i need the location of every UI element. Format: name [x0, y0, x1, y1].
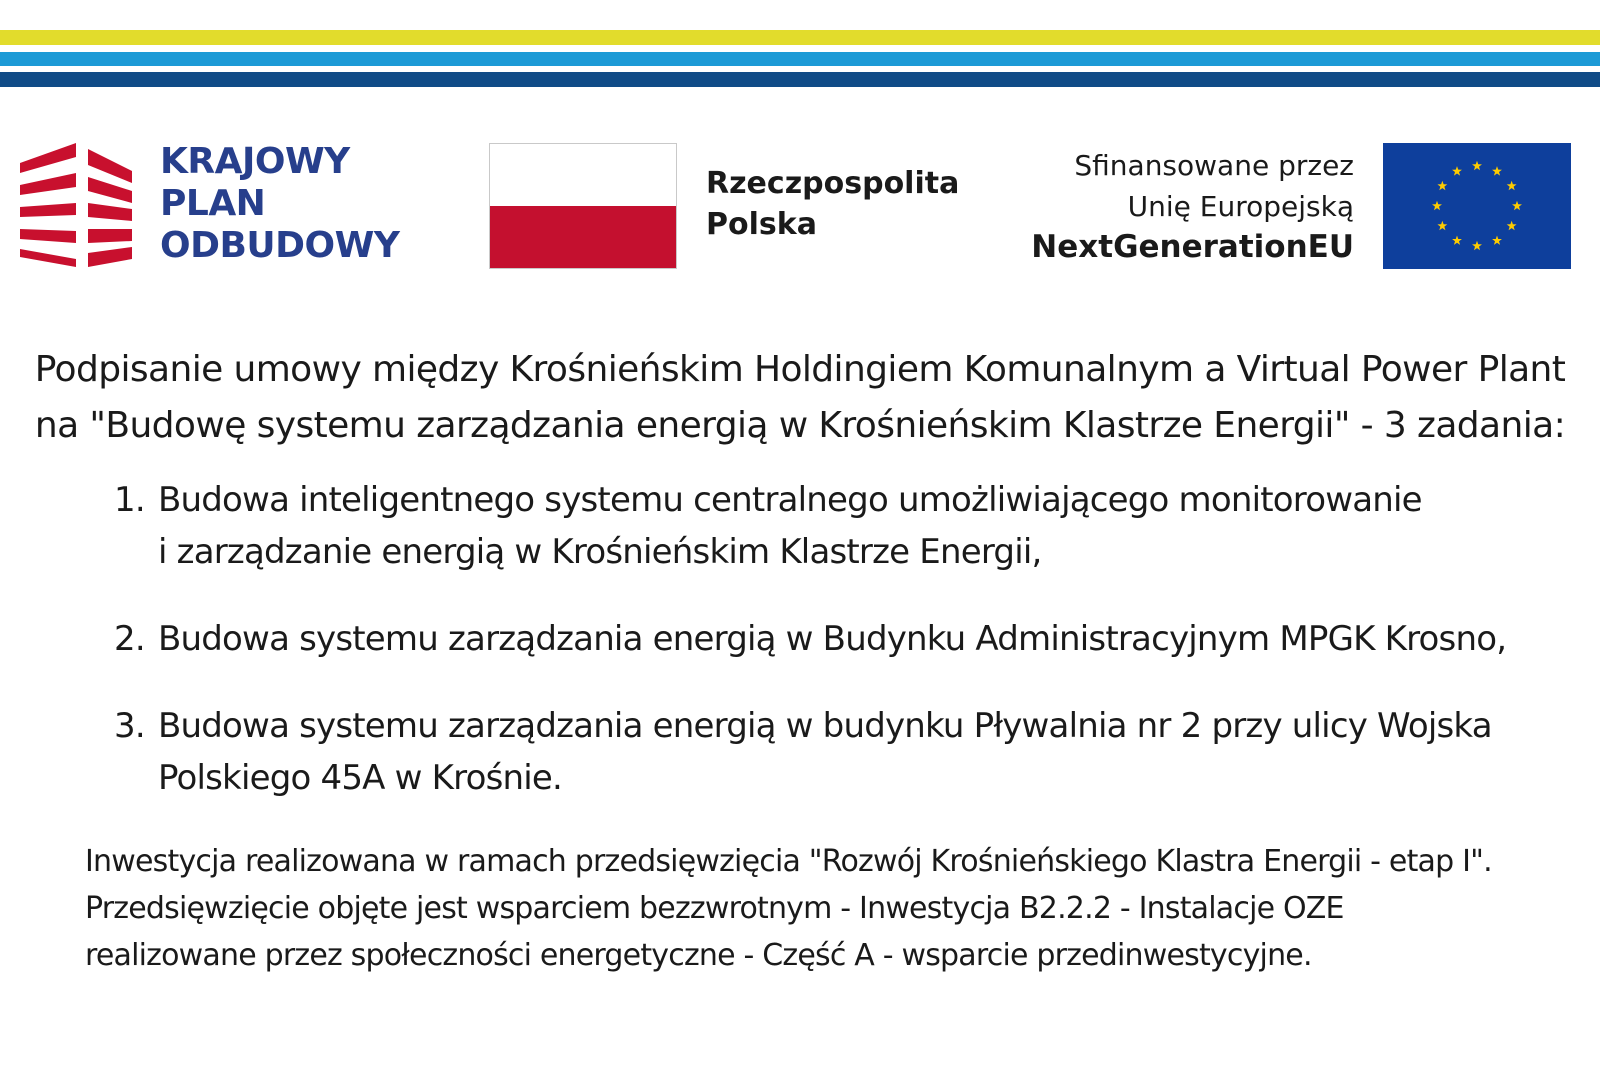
investment-note-line: Inwestycja realizowana w ramach przedsięwzięcia "Rozwój Krośnieńskiego Klastra Energii - etap I". [85, 844, 1492, 879]
task-text-line: Budowa inteligentnego systemu centralnego umożliwiającego monitorowanie [158, 480, 1422, 520]
task-list [114, 474, 1554, 839]
kpo-line-1: KRAJOWY [160, 141, 350, 182]
top-stripe-light-blue [0, 52, 1600, 66]
eu-line-2: Unię Europejską [1127, 190, 1354, 223]
headline [20, 342, 1580, 454]
top-stripe-dark-blue [0, 72, 1600, 87]
task-number: 3. [114, 706, 145, 746]
investment-note-line: realizowane przez społeczności energetyczne - Część A - wsparcie przedinwestycyjne. [85, 938, 1312, 973]
poland-flag-icon [489, 143, 677, 269]
task-text-line: Budowa systemu zarządzania energią w Budynku Administracyjnym MPGK Krosno, [158, 619, 1507, 659]
kpo-logo-text [160, 141, 399, 267]
eu-funding-text [960, 145, 1354, 268]
headline-line-2: na "Budowę systemu zarządzania energią w Krośnieńskim Klastrze Energii" - 3 zadania: [34, 405, 1566, 446]
task-item-1 [114, 474, 1554, 578]
poland-line-1: Rzeczpospolita [706, 166, 960, 201]
eu-line-3: NextGenerationEU [1031, 229, 1354, 265]
eu-line-1: Sfinansowane przez [1074, 149, 1354, 182]
kpo-line-3: ODBUDOWY [160, 225, 400, 266]
task-text-line: i zarządzanie energią w Krośnieńskim Klastrze Energii, [158, 532, 1042, 572]
poland-logo-text [706, 163, 959, 245]
kpo-building-icon [20, 143, 132, 267]
task-number: 2. [114, 619, 145, 659]
investment-note-line: Przedsięwzięcie objęte jest wsparciem bezzwrotnym - Inwestycja B2.2.2 - Instalacje OZE [85, 891, 1344, 926]
task-text-line: Polskiego 45A w Krośnie. [158, 758, 563, 798]
task-text-line: Budowa systemu zarządzania energią w budynku Pływalnia nr 2 przy ulicy Wojska [158, 706, 1492, 746]
kpo-line-2: PLAN [160, 183, 266, 224]
investment-note [85, 838, 1565, 979]
top-stripe-yellow [0, 30, 1600, 45]
poland-line-2: Polska [706, 207, 817, 242]
task-item-2 [114, 613, 1554, 665]
eu-flag-icon [1383, 143, 1571, 269]
task-item-3 [114, 700, 1554, 804]
headline-line-1: Podpisanie umowy między Krośnieńskim Holdingiem Komunalnym a Virtual Power Plant [34, 349, 1566, 390]
task-number: 1. [114, 480, 145, 520]
